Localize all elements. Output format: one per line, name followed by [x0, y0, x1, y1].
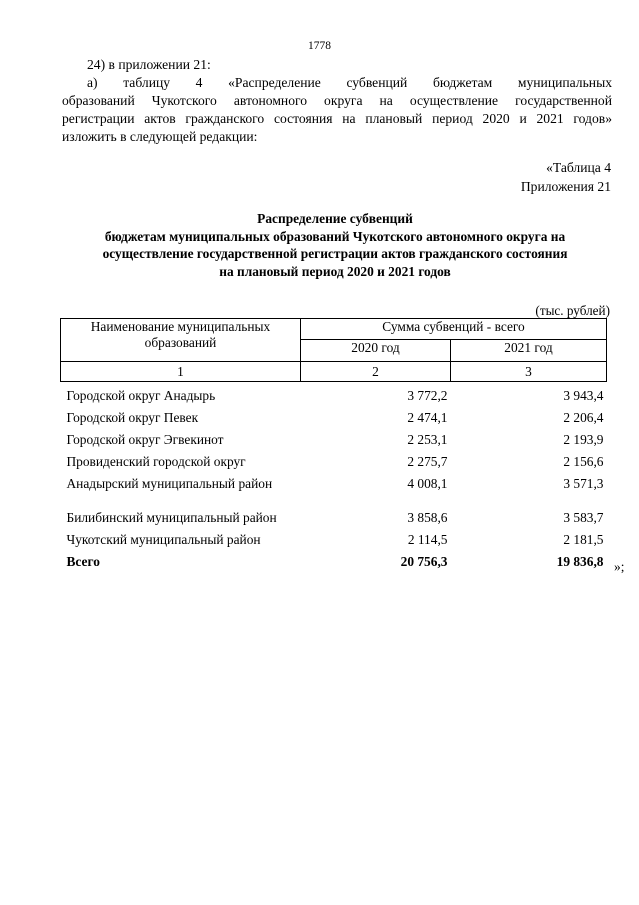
amount-2020: 2 253,1 — [407, 431, 448, 447]
subventions-table — [60, 318, 607, 570]
table-row — [61, 426, 607, 448]
table-title-line: Распределение субвенций — [257, 211, 413, 226]
total-label: Всего — [66, 553, 100, 569]
amount-2021: 2 181,5 — [563, 531, 604, 547]
intro-text — [62, 56, 612, 146]
municipality-name: Билибинский муниципальный район — [66, 509, 277, 525]
total-2021: 19 836,8 — [556, 553, 604, 569]
amount-2021: 3 571,3 — [563, 475, 604, 491]
amendment-text-line: образований Чукотского автономного округа на осуществление государственной — [62, 93, 612, 108]
municipality-name: Чукотский муниципальный район — [66, 531, 261, 547]
units-label: (тыс. рублей) — [535, 303, 610, 318]
table-row — [61, 404, 607, 426]
amount-2020: 3 772,2 — [407, 387, 448, 403]
closing-quote: »; — [614, 559, 625, 574]
amount-2021: 3 943,4 — [563, 387, 604, 403]
table-caption-appendix: Приложения 21 — [520, 178, 611, 194]
column-number: 1 — [61, 362, 301, 382]
amendment-text-line: регистрации актов гражданского состояния на плановый период 2020 и 2021 годов» — [62, 111, 612, 126]
municipality-name: Городской округ Певек — [66, 409, 199, 425]
amount-2021: 2 206,4 — [563, 409, 604, 425]
amount-2021: 3 583,7 — [563, 509, 604, 525]
column-number: 3 — [451, 362, 607, 382]
amount-2020: 3 858,6 — [407, 509, 448, 525]
table-total-row — [61, 548, 607, 570]
page-number: 1778 — [308, 40, 331, 52]
amount-2020: 2 114,5 — [407, 531, 448, 547]
table-caption — [521, 159, 611, 196]
municipality-name: Городской округ Анадырь — [66, 387, 216, 403]
header-2021: 2021 год — [451, 340, 607, 362]
table-row — [61, 470, 607, 492]
header-2020: 2020 год — [301, 340, 451, 362]
table-title-line: осуществление государственной регистрации актов гражданского состояния — [102, 246, 568, 261]
table-title-line: на плановый период 2020 и 2021 годов — [219, 263, 451, 279]
table-title-line: бюджетам муниципальных образований Чукотского автономного округа на — [104, 228, 566, 244]
table-row — [61, 382, 607, 404]
municipality-name: Анадырский муниципальный район — [66, 475, 273, 491]
table-row — [61, 448, 607, 470]
table-caption-number: «Таблица 4 — [546, 160, 611, 175]
header-name: Наименование муниципальных образований — [61, 319, 301, 362]
table-title — [40, 210, 630, 280]
table-row — [61, 492, 607, 526]
amount-2020: 4 008,1 — [407, 475, 448, 491]
amendment-text-line: а) таблицу 4 «Распределение субвенций бюджетам муниципальных — [87, 75, 612, 90]
total-2020: 20 756,3 — [400, 553, 448, 569]
amount-2021: 2 156,6 — [563, 453, 604, 469]
amount-2020: 2 474,1 — [407, 409, 448, 425]
municipality-name: Провиденский городской округ — [66, 453, 246, 469]
table-row — [61, 526, 607, 548]
header-sum: Сумма субвенций - всего — [301, 319, 607, 340]
amount-2021: 2 193,9 — [563, 431, 604, 447]
amendment-item: 24) в приложении 21: — [87, 57, 211, 72]
column-number: 2 — [301, 362, 451, 382]
municipality-name: Городской округ Эгвекинот — [66, 431, 224, 447]
amount-2020: 2 275,7 — [407, 453, 448, 469]
amendment-text-line: изложить в следующей редакции: — [62, 129, 258, 144]
